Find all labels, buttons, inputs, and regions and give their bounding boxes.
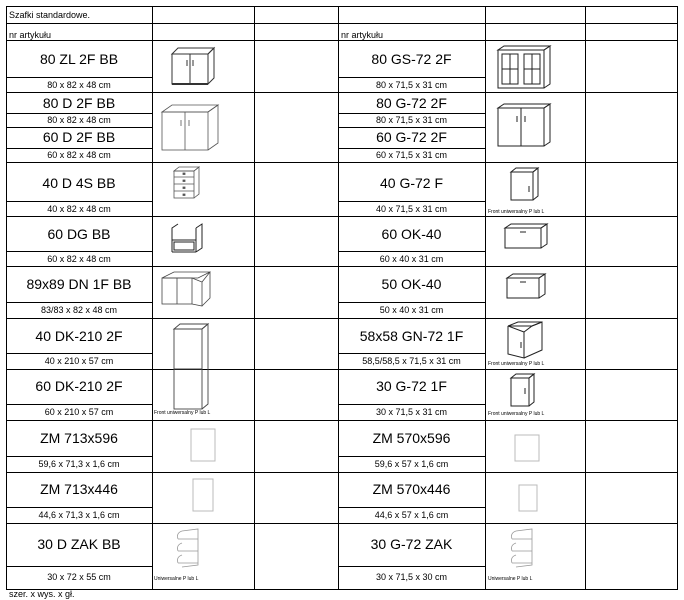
table-divider — [485, 6, 486, 589]
article-dims: 40 x 82 x 48 cm — [47, 204, 111, 214]
article-code: ZM 713x446 — [40, 481, 118, 497]
universal-note: Uniwersalne P lub L — [154, 576, 199, 582]
front-note: Front uniwersalny P lub L — [488, 209, 545, 215]
wall-cabinet-1-door-icon — [508, 372, 538, 408]
hood-cabinet-icon — [502, 222, 550, 252]
article-dims: 60 x 82 x 48 cm — [47, 254, 111, 264]
article-code: 80 D 2F BB — [42, 95, 116, 111]
glass-wall-cabinet-icon — [496, 44, 554, 90]
article-code: 80 GS-72 2F — [371, 51, 452, 67]
article-code: ZM 713x596 — [40, 430, 118, 446]
article-code: 60 OK-40 — [381, 226, 442, 242]
panel-icon — [190, 428, 216, 462]
panel-icon — [192, 478, 214, 512]
table-divider — [6, 216, 678, 217]
article-code: ZM 570x446 — [372, 481, 451, 497]
open-end-shelf-icon — [174, 527, 204, 569]
corner-cabinet-icon — [158, 268, 214, 308]
wall-cabinet-2-door-icon — [496, 102, 554, 148]
wall-cabinet-1-door-icon — [508, 166, 542, 202]
article-dims: 30 x 71,5 x 30 cm — [375, 572, 448, 582]
article-code: 80 ZL 2F BB — [39, 51, 119, 67]
article-dims: 80 x 82 x 48 cm — [47, 115, 111, 125]
table-divider — [6, 420, 678, 421]
article-code: 30 D ZAK BB — [37, 536, 121, 552]
panel-icon — [514, 434, 540, 462]
table-divider — [6, 472, 678, 473]
table-border — [677, 6, 678, 589]
article-dims: 60 x 82 x 48 cm — [47, 150, 111, 160]
article-code: 80 G-72 2F — [376, 95, 447, 111]
article-dims: 60 x 40 x 31 cm — [379, 254, 444, 264]
article-dims: 44,6 x 57 x 1,6 cm — [374, 510, 449, 520]
table-divider — [585, 6, 586, 589]
tall-cabinet-icon — [170, 322, 212, 412]
article-code: 60 DK-210 2F — [35, 378, 123, 394]
corner-wall-cabinet-icon — [504, 320, 546, 360]
table-divider — [6, 266, 678, 267]
article-code: ZM 570x596 — [372, 430, 451, 446]
article-dims: 44,6 x 71,3 x 1,6 cm — [38, 510, 120, 520]
article-dims: 80 x 71,5 x 31 cm — [375, 80, 448, 90]
dimension-legend: szer. x wys. x gł. — [9, 589, 75, 599]
article-dims: 60 x 71,5 x 31 cm — [375, 150, 448, 160]
open-end-shelf-icon — [508, 527, 538, 569]
article-dims: 40 x 71,5 x 31 cm — [375, 204, 448, 214]
article-code: 30 G-72 1F — [376, 378, 447, 394]
oven-cabinet-icon — [168, 222, 206, 256]
table-divider — [6, 92, 678, 93]
table-divider — [6, 318, 678, 319]
article-code: 50 OK-40 — [381, 276, 442, 292]
table-divider — [254, 6, 255, 589]
article-dims: 83/83 x 82 x 48 cm — [40, 305, 118, 315]
base-cabinet-2-door-icon — [168, 46, 216, 88]
article-code: 58x58 GN-72 1F — [359, 328, 464, 344]
front-note: Front uniwersalny P lub L — [488, 361, 545, 367]
article-code: 40 G-72 F — [379, 175, 444, 191]
article-code: 60 D 2F BB — [42, 129, 116, 145]
drawer-cabinet-icon — [170, 166, 202, 200]
front-note: Front uniwersalny P lub L — [488, 411, 545, 417]
article-code: 60 G-72 2F — [376, 129, 447, 145]
article-dims: 80 x 71,5 x 31 cm — [375, 115, 448, 125]
article-dims: 30 x 71,5 x 31 cm — [375, 407, 448, 417]
article-dims: 80 x 82 x 48 cm — [47, 80, 111, 90]
table-divider — [6, 40, 678, 41]
article-dims: 30 x 72 x 55 cm — [47, 572, 111, 582]
base-cabinet-2-door-icon — [160, 102, 222, 154]
article-code: 30 G-72 ZAK — [370, 536, 453, 552]
front-note: Front uniwersalny P lub L — [154, 410, 211, 416]
table-divider — [6, 369, 678, 370]
article-code: 60 DG BB — [47, 226, 111, 242]
column-header-right: nr artykułu — [341, 30, 384, 40]
article-dims: 59,6 x 71,3 x 1,6 cm — [38, 459, 120, 469]
panel-icon — [518, 484, 538, 512]
hood-cabinet-icon — [504, 272, 548, 302]
article-dims: 59,6 x 57 x 1,6 cm — [374, 459, 449, 469]
table-border — [6, 589, 678, 590]
table-divider — [6, 23, 678, 24]
table-title: Szafki standardowe. — [9, 10, 91, 20]
table-divider — [6, 523, 678, 524]
article-code: 40 D 4S BB — [42, 175, 116, 191]
article-dims: 40 x 210 x 57 cm — [44, 356, 114, 366]
universal-note: Uniwersalne P lub L — [488, 576, 533, 582]
table-border — [6, 6, 7, 589]
table-divider — [6, 162, 678, 163]
article-dims: 58,5/58,5 x 71,5 x 31 cm — [362, 356, 461, 366]
table-border — [6, 6, 678, 7]
table-divider — [152, 6, 153, 589]
article-dims: 50 x 40 x 31 cm — [379, 305, 444, 315]
article-code: 40 DK-210 2F — [35, 328, 123, 344]
article-code: 89x89 DN 1F BB — [26, 276, 132, 292]
article-dims: 60 x 210 x 57 cm — [44, 407, 114, 417]
column-header-left: nr artykułu — [9, 30, 52, 40]
table-divider — [338, 6, 339, 589]
